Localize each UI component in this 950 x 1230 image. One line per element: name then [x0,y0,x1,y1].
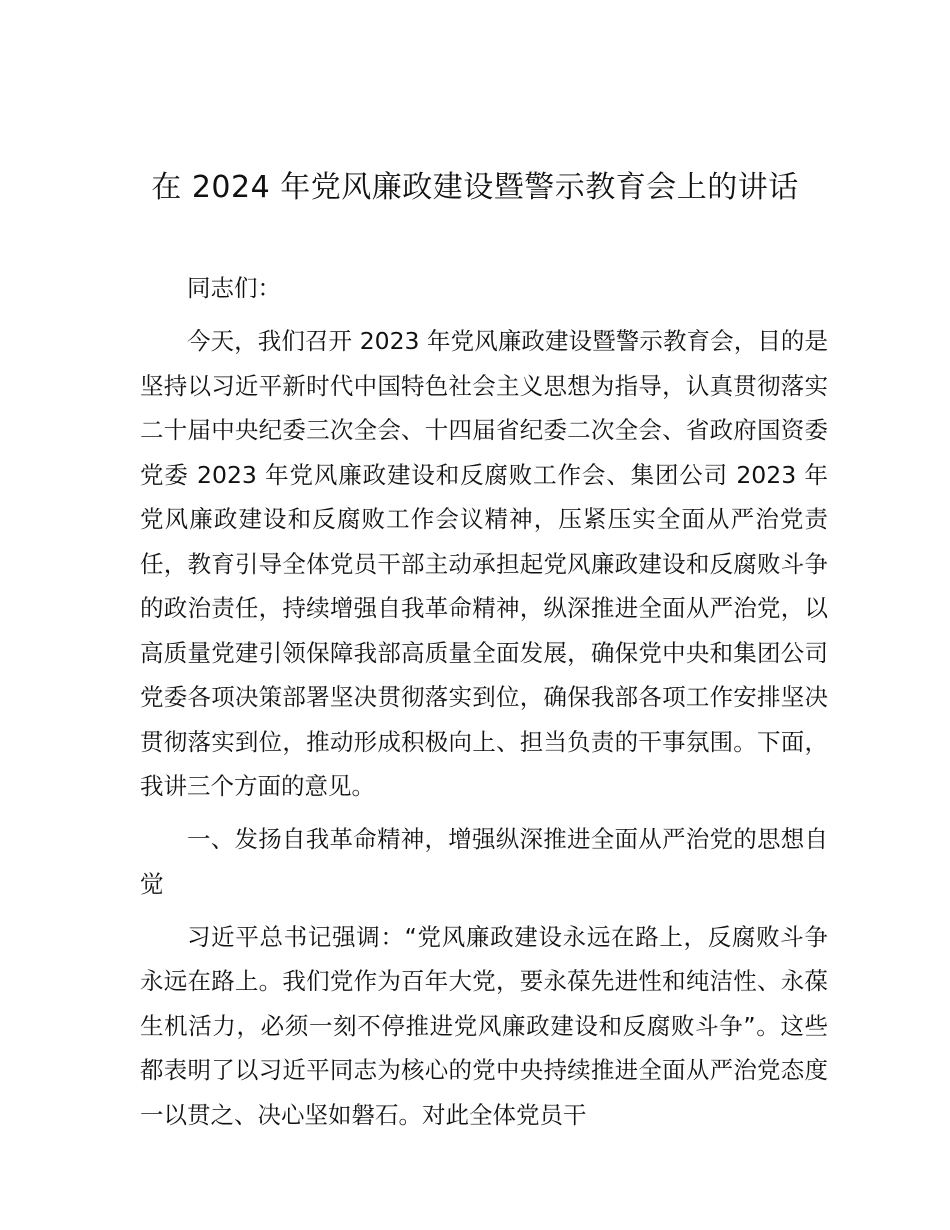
document-body [140,266,828,1146]
document-title: 在 2024 年党风廉政建设暨警示教育会上的讲话 [151,170,799,205]
salutation: 同志们： [187,274,281,302]
paragraph-intro: 今天，我们召开 2023 年党风廉政建设暨警示教育会，目的是坚持以习近平新时代中国特色社会主义思想为指导，认真贯彻落实二十届中央纪委三次全会、十四届省纪委二次全会、省政府国资委党委 2023 年党风廉政建设和反腐败工作会、集团公司 2023 年党风廉政建设和反腐败工作会议精神，压紧压实全面从严治党责任，教育引导全体党员干部主动承担起党风廉政建设和反腐败斗争的政治责任，持续增强自我革命精神，纵深推进全面从严治党，以高质量党建引领保障我部高质量全面发展，确保党中央和集团公司党委各项决策部署坚决贯彻落实到位，确保我部各项工作安排坚决贯彻落实到位，推动形成积极向上、担当负责的干事氛围。下面，我讲三个方面的意见。 [140,327,828,801]
section-heading-1: 一、发扬自我革命精神，增强纵深推进全面从严治党的思想自觉 [140,825,828,898]
paragraph-section-1: 习近平总书记强调：“党风廉政建设永远在路上，反腐败斗争永远在路上。我们党作为百年大党，要永葆先进性和纯洁性、永葆生机活力，必须一刻不停推进党风廉政建设和反腐败斗争”。这些都表明了以习近平同志为核心的党中央持续推进全面从严治党态度一以贯之、决心坚如磐石。对此全体党员干 [140,922,828,1129]
